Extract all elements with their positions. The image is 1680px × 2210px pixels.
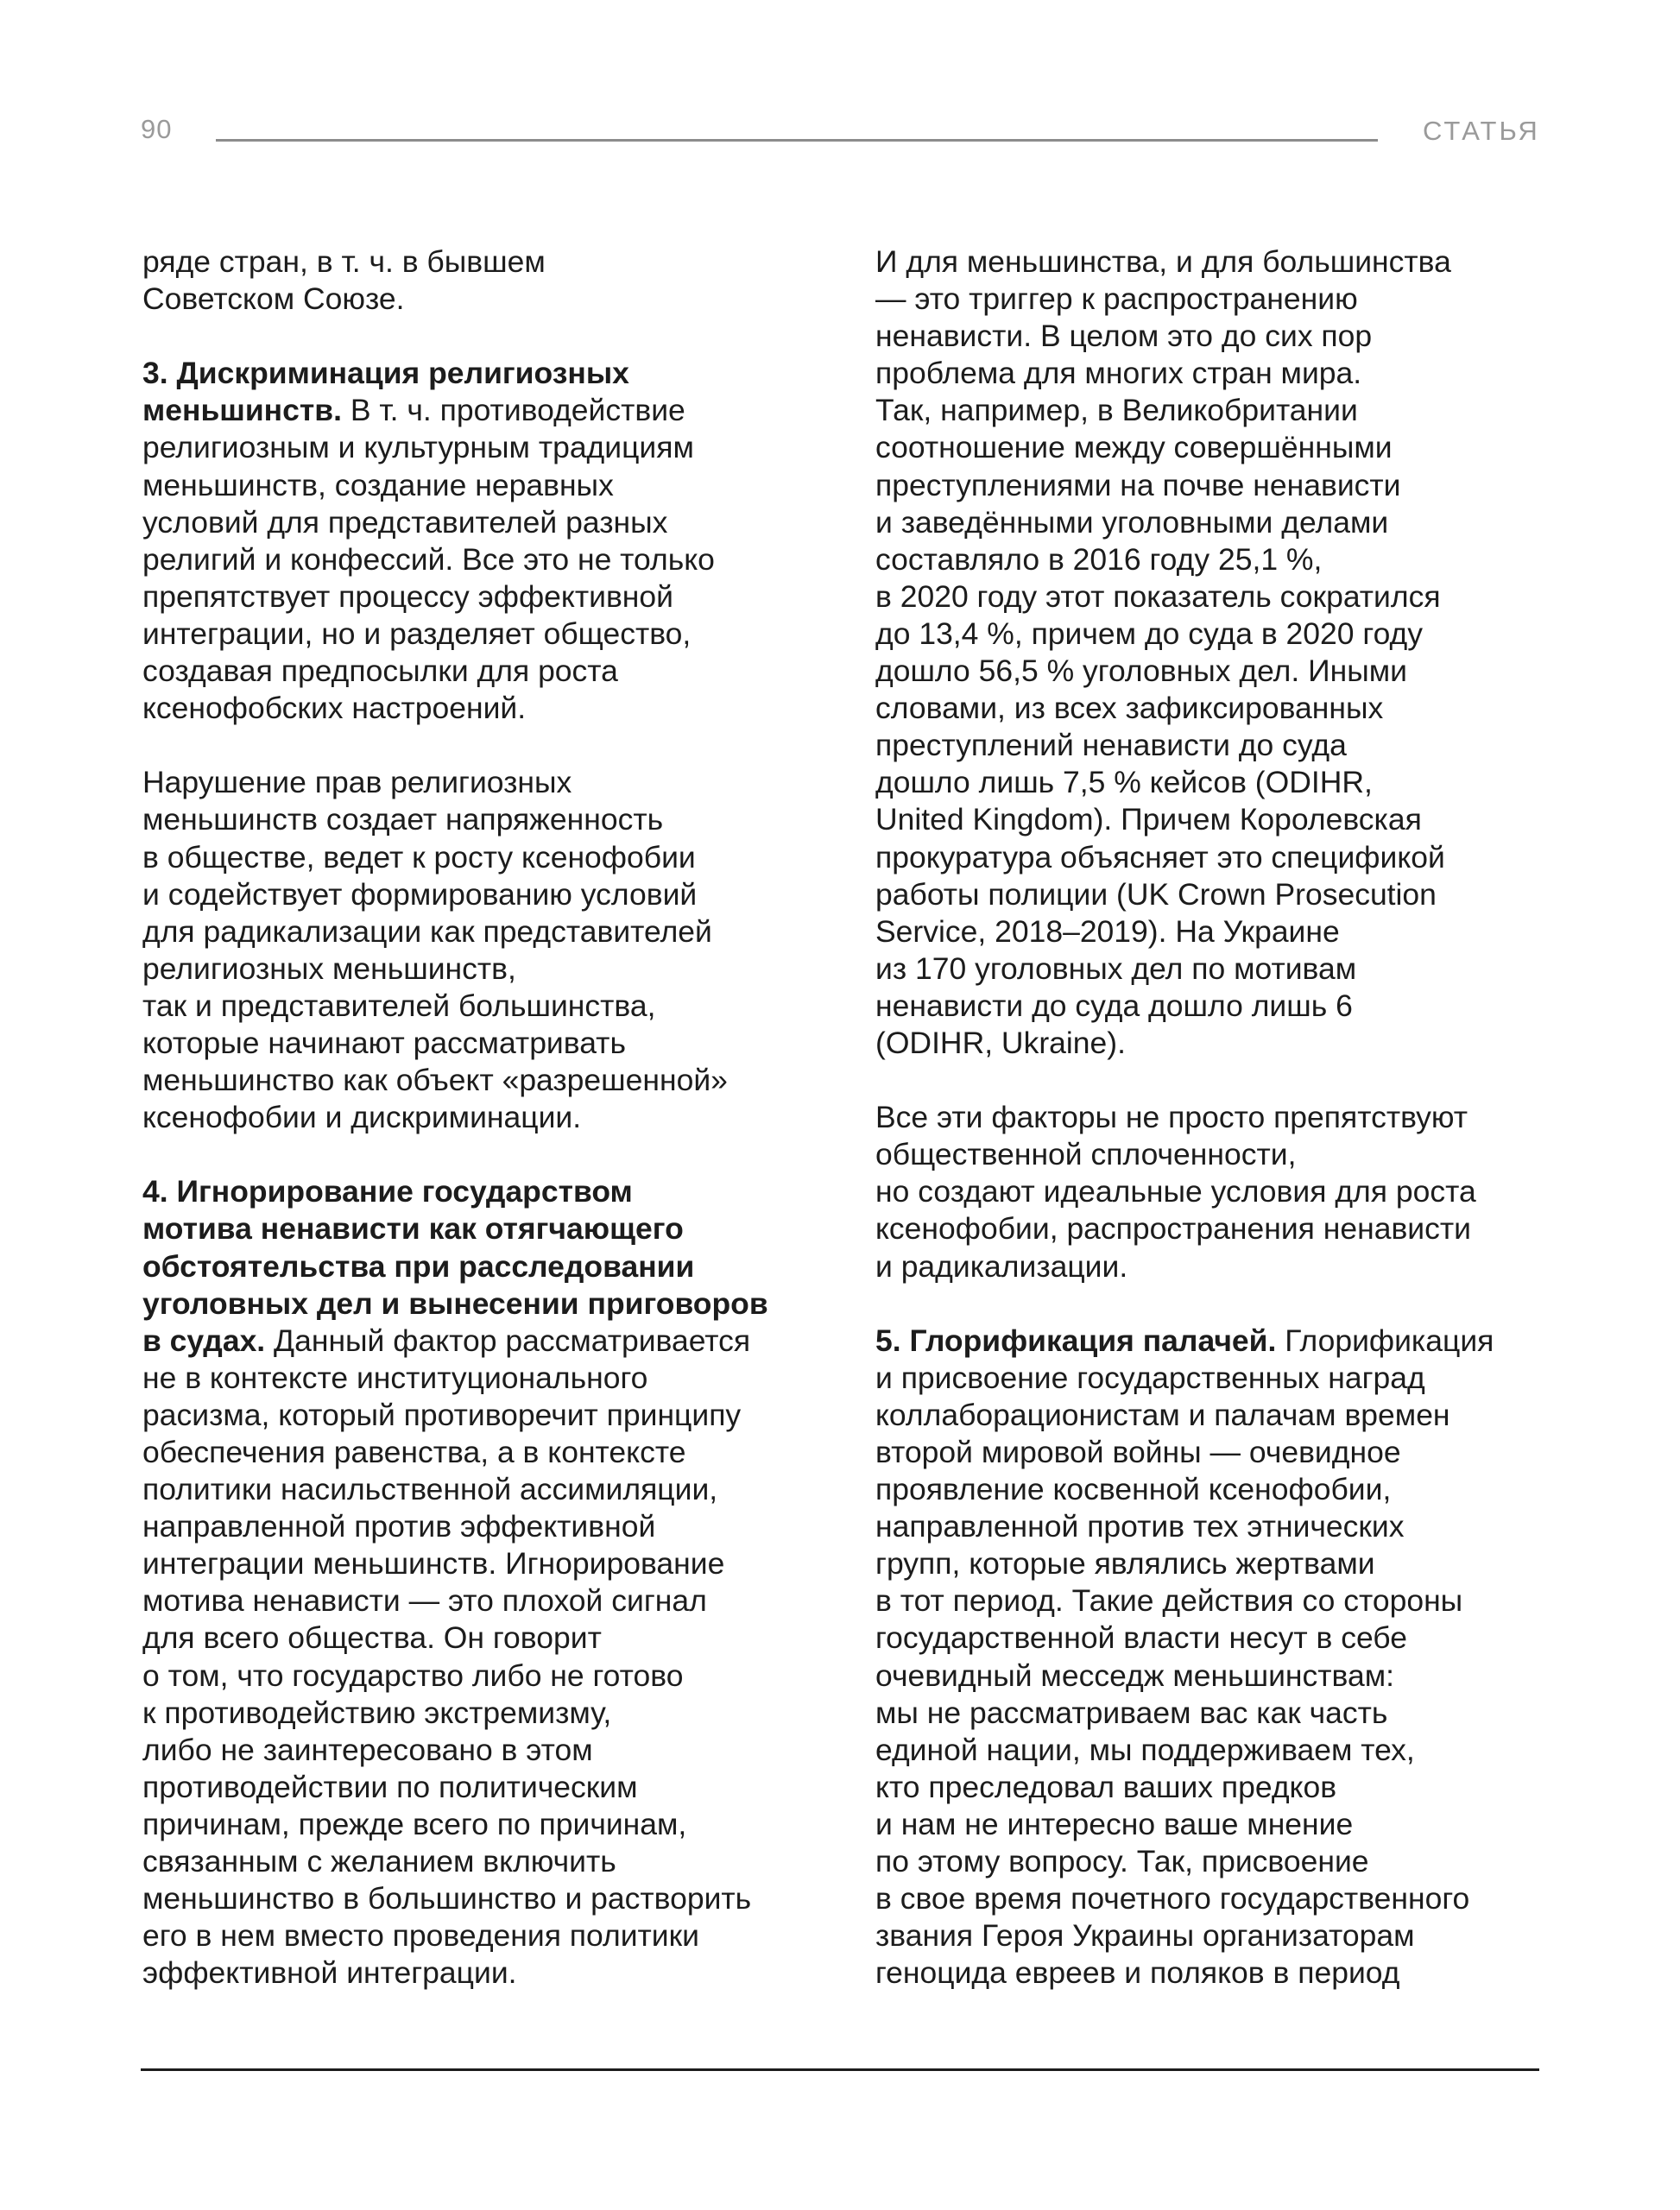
text-line: к противодействию экстремизму, [142, 1695, 612, 1730]
text-line: противодействии по политическим [142, 1769, 638, 1804]
text-line [142, 1210, 768, 1247]
text-line: для радикализации как представителей [142, 913, 712, 949]
text-line: интеграции меньшинств. Игнорирование [142, 1546, 725, 1582]
text-line: кто преследовал ваших предков [875, 1769, 1337, 1804]
heading-ignoring-hate: 4. Игнорирование государством [142, 1174, 633, 1209]
text-line: в свое время почетного государственного [875, 1881, 1470, 1916]
text-line: прокуратура объясняет это спецификой [875, 839, 1445, 875]
text-line: очевидный месседж меньшинствам: [875, 1658, 1395, 1693]
text-line: соотношение между совершёнными [875, 430, 1393, 465]
text-line: групп, которые являлись жертвами [875, 1546, 1375, 1582]
text-line: преступлениями на почве ненависти [875, 467, 1401, 502]
left-column [142, 243, 768, 1992]
text-line [142, 1285, 768, 1323]
text-line: интеграции, но и разделяет общество, [142, 616, 692, 651]
text-line [142, 1323, 768, 1360]
text-line: которые начинают рассматривать [142, 1025, 626, 1060]
text-line: ненависти. В целом это до сих пор [875, 319, 1373, 354]
text-line: коллаборационистам и палачам времен [875, 1397, 1450, 1432]
text-line: словами, из всех зафиксированных [875, 691, 1384, 726]
paragraph-hate-statistics [875, 243, 1494, 1062]
header-rule [216, 139, 1378, 142]
section-label: СТАТЬЯ [1423, 116, 1540, 146]
paragraph [142, 243, 768, 318]
text-line: так и представителей большинства, [142, 988, 656, 1023]
text-line: религиозных меньшинств, [142, 950, 516, 986]
heading-ignoring-hate: в судах. [142, 1323, 266, 1358]
text-line: религий и конфессий. Все это не только [142, 541, 715, 577]
text-line: меньшинство как объект «разрешенной» [142, 1063, 728, 1098]
text-line: преступлений ненависти до суда [875, 728, 1347, 763]
text-run: Данный фактор рассматривается [265, 1323, 751, 1358]
text-line: проявление косвенной ксенофобии, [875, 1472, 1392, 1507]
text-line: второй мировой войны — очевидное [875, 1435, 1401, 1469]
text-line: но создают идеальные условия для роста [875, 1174, 1476, 1209]
text-line: по этому вопросу. Так, присвоение [875, 1844, 1369, 1879]
text-line: и содействует формированию условий [142, 876, 698, 912]
text-line: ксенофобии и дискриминации. [142, 1100, 582, 1135]
paragraph [875, 1099, 1494, 1285]
text-line: для всего общества. Он говорит [142, 1620, 602, 1656]
right-column [875, 243, 1494, 1992]
text-line: меньшинство в большинство и растворить [142, 1881, 752, 1916]
text-line: меньшинств, создание неравных [142, 467, 614, 502]
text-line: препятствует процессу эффективной [142, 578, 673, 614]
text-line [142, 355, 768, 392]
text-line: эффективной интеграции. [142, 1955, 517, 1991]
text-line: направленной против эффективной [142, 1509, 656, 1544]
text-line: общественной сплоченности, [875, 1137, 1297, 1172]
text-line: ксенофобии, распространения ненависти [875, 1211, 1471, 1247]
text-line: создавая предпосылки для роста [142, 654, 618, 689]
heading-religious-discrimination: меньшинств. [142, 393, 342, 428]
paragraph [142, 764, 768, 1136]
text-run: Глорификация [1276, 1323, 1494, 1358]
text-line: в 2020 году этот показатель сократился [875, 578, 1441, 614]
text-line: расизма, который противоречит принципу [142, 1397, 742, 1432]
text-line: религиозным и культурным традициям [142, 430, 694, 465]
heading-ignoring-hate: уголовных дел и вынесении приговоров [142, 1285, 768, 1321]
text-line: единой нации, мы поддерживаем тех, [875, 1732, 1415, 1767]
text-line [142, 392, 768, 429]
text-line: мы не рассматриваем вас как часть [875, 1695, 1388, 1730]
text-line: условий для представителей разных [142, 504, 668, 540]
text-line: ксенофобских настроений. [142, 691, 527, 726]
text-line: политики насильственной ассимиляции, [142, 1472, 718, 1507]
text-line: работы полиции (UK Crown Prosecution [875, 876, 1437, 912]
text-line: меньшинств создает напряженность [142, 802, 664, 837]
text-line: Service, 2018–2019). На Украине [875, 913, 1340, 949]
text-run: В т. ч. противодействие [341, 393, 685, 428]
text-line [875, 1323, 1494, 1360]
text-line: и радикализации. [875, 1248, 1128, 1284]
footer-rule [141, 2068, 1539, 2071]
page-number: 90 [141, 114, 173, 144]
text-line: (ODIHR, Ukraine). [875, 1025, 1126, 1060]
paragraph-glorification [875, 1323, 1494, 1992]
heading-glorification: 5. Глорификация палачей. [875, 1323, 1277, 1358]
text-line: и нам не интересно ваше мнение [875, 1806, 1354, 1841]
text-line: до 13,4 %, причем до суда в 2020 году [875, 616, 1423, 651]
text-line: направленной против тех этнических [875, 1509, 1405, 1544]
paragraph-ignoring-hate-motive [142, 1173, 768, 1992]
text-line [142, 1248, 768, 1285]
text-line: и заведёнными уголовными делами [875, 504, 1389, 540]
heading-religious-discrimination: 3. Дискриминация религиозных [142, 356, 629, 391]
text-line: — это триггер к распространению [875, 281, 1358, 317]
text-line: И для меньшинства, и для большинства [875, 244, 1451, 279]
text-line: государственной власти несут в себе [875, 1620, 1407, 1656]
text-line: ненависти до суда дошло лишь 6 [875, 988, 1353, 1023]
text-line: о том, что государство либо не готово [142, 1658, 684, 1693]
text-line: составляло в 2016 году 25,1 %, [875, 541, 1323, 577]
text-line: причинам, прежде всего по причинам, [142, 1806, 687, 1841]
text-line: ряде стран, в т. ч. в бывшем [142, 244, 546, 279]
text-line: звания Героя Украины организаторам [875, 1918, 1415, 1954]
paragraph-religious-minorities [142, 355, 768, 727]
heading-ignoring-hate: мотива ненависти как отягчающего [142, 1211, 684, 1247]
text-line: мотива ненависти — это плохой сигнал [142, 1583, 707, 1619]
text-line: Нарушение прав религиозных [142, 765, 572, 800]
text-line: либо не заинтересовано в этом [142, 1732, 593, 1767]
text-line: United Kingdom). Причем Королевская [875, 802, 1422, 837]
text-line: его в нем вместо проведения политики [142, 1918, 699, 1954]
text-line [142, 1173, 768, 1210]
text-line: проблема для многих стран мира. [875, 356, 1362, 391]
text-line: в обществе, ведет к росту ксенофобии [142, 839, 696, 875]
text-line: из 170 уголовных дел по мотивам [875, 950, 1357, 986]
text-line: в тот период. Такие действия со стороны [875, 1583, 1463, 1619]
text-line: дошло лишь 7,5 % кейсов (ODIHR, [875, 765, 1373, 800]
text-line: Так, например, в Великобритании [875, 393, 1358, 428]
text-line: обеспечения равенства, а в контексте [142, 1435, 686, 1469]
text-line: Советском Союзе. [142, 281, 405, 317]
heading-ignoring-hate: обстоятельства при расследовании [142, 1248, 695, 1284]
text-line: связанным с желанием включить [142, 1844, 616, 1879]
text-line: не в контексте институционального [142, 1360, 648, 1395]
text-line: дошло 56,5 % уголовных дел. Иными [875, 654, 1407, 689]
text-line: геноцида евреев и поляков в период [875, 1955, 1400, 1991]
text-line: и присвоение государственных наград [875, 1360, 1425, 1395]
text-line: Все эти факторы не просто препятствуют [875, 1100, 1468, 1135]
